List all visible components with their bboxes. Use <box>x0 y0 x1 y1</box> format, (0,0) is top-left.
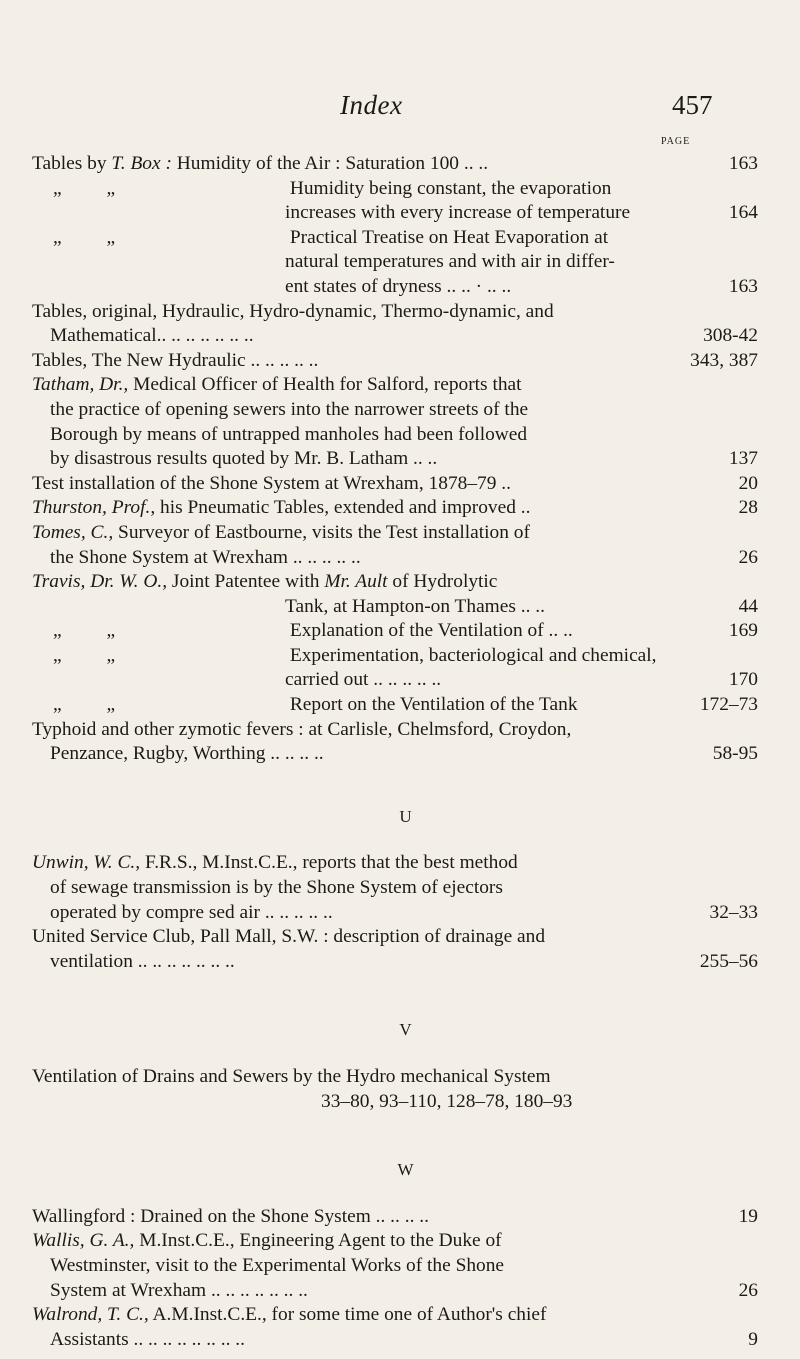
section-heading-v: V <box>399 1020 413 1040</box>
index-entry-box-tables <box>32 152 758 300</box>
index-entry-test-installation <box>32 472 758 497</box>
index-entry-travis <box>32 570 758 718</box>
entry-text: M.Inst.C.E., Engineering Agent to the Duke of <box>134 1230 502 1252</box>
entry-text: Tank, at Hampton-on Thames .. .. <box>285 595 546 617</box>
entry-text: Penzance, Rugby, Worthing .. .. .. .. <box>50 743 324 765</box>
page-ref: 164 <box>728 202 758 224</box>
entry-text: Humidity of the Air : Saturation 100 .. .. <box>176 153 489 174</box>
ditto-mark: „ „ <box>53 620 136 642</box>
entry-text: United Service Club, Pall Mall, S.W. : description of drainage and <box>32 926 546 948</box>
entry-text: Joint Patentee with <box>167 571 325 593</box>
entry-name: Thurston, Prof., <box>32 497 156 519</box>
ditto-mark: „ „ <box>53 644 136 666</box>
index-entry-wallingford <box>32 1205 758 1230</box>
entry-text: F.R.S., M.Inst.C.E., reports that the best method <box>140 852 518 874</box>
page-ref: 26 <box>738 546 758 568</box>
index-entry-ventilation <box>32 1065 758 1114</box>
index-body <box>32 152 758 1352</box>
page-ref: 163 <box>728 153 758 174</box>
entry-text: the practice of opening sewers into the narrower streets of the <box>50 398 529 420</box>
entry-text: Tables, The New Hydraulic .. .. .. .. .. <box>32 349 319 371</box>
page-ref: 163 <box>728 275 758 297</box>
section-heading-w: W <box>397 1160 415 1180</box>
index-entry-walrond <box>32 1303 758 1352</box>
page-ref: 137 <box>728 448 758 470</box>
running-head-title: Index <box>340 90 403 120</box>
page-ref: 308-42 <box>703 325 758 347</box>
index-entry-typhoid <box>32 718 758 767</box>
index-entry-tables-original <box>32 300 758 349</box>
entry-text: Report on the Ventilation of the Tank <box>289 694 578 716</box>
page-ref: 19 <box>738 1205 758 1227</box>
page-ref: 44 <box>738 595 758 617</box>
index-entry-thurston <box>32 496 758 521</box>
entry-name: Tatham, Dr., <box>32 374 129 396</box>
entry-name: Travis, Dr. W. O., <box>32 571 168 593</box>
entry-text: Typhoid and other zymotic fevers : at Carlisle, Chelmsford, Croydon, <box>32 718 572 740</box>
page-ref: 32–33 <box>709 901 758 923</box>
page-ref-list: 33–80, 93–110, 128–78, 180–93 <box>321 1090 573 1112</box>
page-ref: 255–56 <box>699 950 758 972</box>
entry-text: of sewage transmission is by the Shone System of ejectors <box>50 877 503 899</box>
page-ref: 28 <box>738 497 758 519</box>
entry-text: of Hydrolytic <box>387 571 498 593</box>
ditto-mark: „ „ <box>53 177 136 199</box>
index-entry-tomes <box>32 521 758 570</box>
entry-text: Westminster, visit to the Experimental Works of the Shone <box>50 1254 505 1276</box>
entry-text: System at Wrexham .. .. .. .. .. .. .. <box>50 1279 308 1301</box>
page-ref: 172–73 <box>699 694 758 716</box>
running-head-page-number: 457 <box>672 90 713 120</box>
entry-text: A.M.Inst.C.E., for some time one of Author's chief <box>148 1304 547 1326</box>
page-ref: 26 <box>738 1279 758 1301</box>
entry-text: Assistants .. .. .. .. .. .. .. .. <box>50 1328 245 1350</box>
index-entry-united-service <box>32 925 758 974</box>
index-entry-wallis <box>32 1229 758 1303</box>
entry-text: increases with every increase of temperature <box>285 202 631 224</box>
entry-name: Unwin, W. C., <box>32 852 141 874</box>
page-ref: 169 <box>728 620 758 642</box>
entry-text: Surveyor of Eastbourne, visits the Test installation of <box>113 521 530 543</box>
index-entry-tables-new <box>32 349 758 374</box>
entry-name: Wallis, G. A., <box>32 1230 135 1252</box>
page-ref: 343, 387 <box>690 349 758 371</box>
section-heading-u: U <box>399 806 413 826</box>
index-entry-tatham <box>32 373 758 471</box>
entry-text: Wallingford : Drained on the Shone System .. .. .. .. <box>32 1205 429 1227</box>
index-entry-unwin <box>32 851 758 925</box>
entry-text: ventilation .. .. .. .. .. .. .. <box>50 950 235 972</box>
entry-name: Tomes, C., <box>32 521 114 543</box>
page-ref: 20 <box>738 472 758 494</box>
entry-text: carried out .. .. .. .. .. <box>285 669 442 691</box>
entry-partner: Mr. Ault <box>324 571 388 593</box>
entry-author: T. Box : <box>111 153 172 174</box>
ditto-mark: „ „ <box>53 694 136 716</box>
entry-name: Walrond, T. C., <box>32 1304 149 1326</box>
entry-text: natural temperatures and with air in differ- <box>285 251 615 273</box>
entry-text: by disastrous results quoted by Mr. B. Latham .. .. <box>50 448 438 470</box>
ditto-mark: „ „ <box>53 226 136 248</box>
entry-text: Ventilation of Drains and Sewers by the Hydro mechanical System <box>32 1066 551 1087</box>
entry-text: Explanation of the Ventilation of .. .. <box>289 620 573 642</box>
entry-text: operated by compre sed air .. .. .. .. .. <box>50 901 333 923</box>
page-ref: 58-95 <box>712 743 758 765</box>
entry-text: Practical Treatise on Heat Evaporation at <box>289 226 609 248</box>
entry-lead: Tables by <box>32 153 112 174</box>
entry-text: Medical Officer of Health for Salford, reports that <box>128 374 522 396</box>
entry-text: Humidity being constant, the evaporation <box>289 177 612 199</box>
entry-text: Borough by means of untrapped manholes had been followed <box>50 423 528 445</box>
entry-text: Mathematical.. .. .. .. .. .. .. <box>50 325 254 347</box>
entry-text: his Pneumatic Tables, extended and improved .. <box>155 497 531 519</box>
page-ref: 170 <box>728 669 758 691</box>
entry-text: ent states of dryness .. .. · .. .. <box>285 275 512 297</box>
page-column-label: PAGE <box>661 136 691 147</box>
entry-text: Tables, original, Hydraulic, Hydro-dynamic, Thermo-dynamic, and <box>32 300 554 322</box>
entry-text: Test installation of the Shone System at Wrexham, 1878–79 .. <box>32 472 511 494</box>
entry-text: Experimentation, bacteriological and chemical, <box>289 644 657 666</box>
entry-text: the Shone System at Wrexham .. .. .. .. .. <box>50 546 361 568</box>
page-ref: 9 <box>748 1328 758 1350</box>
